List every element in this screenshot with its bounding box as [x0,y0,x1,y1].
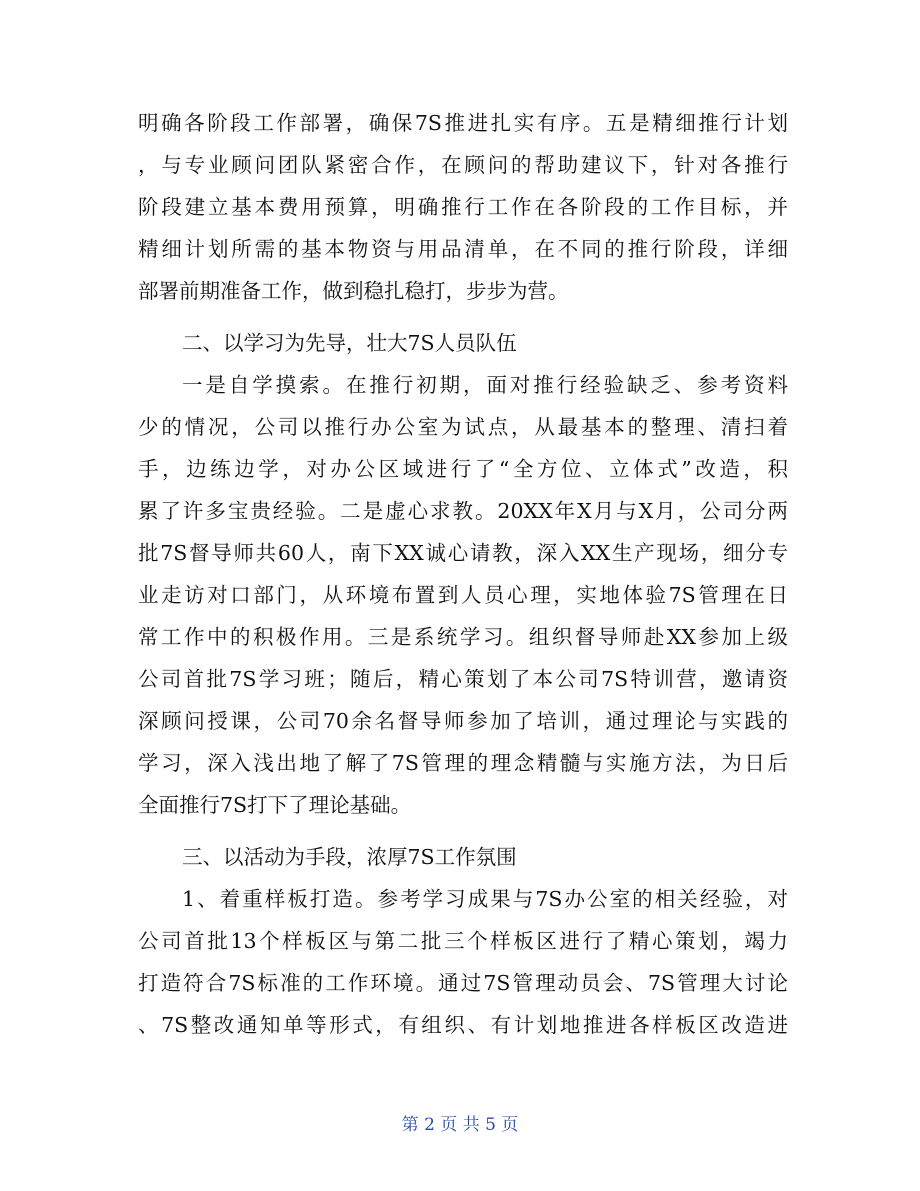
text-line: 手，边练边学，对办公区域进行了“全方位、立体式”改造，积 [138,457,788,481]
text-line: 累了许多宝贵经验。二是虚心求教。20XX年X月与X月，公司分两 [138,499,788,523]
text-line: 业走访对口部门，从环境布置到人员心理，实地体验7S管理在日 [138,583,788,607]
text-line: 全面推行7S打下了理论基础。 [138,793,412,817]
text-line: 明确各阶段工作部署，确保7S推进扎实有序。五是精细推行计划 [138,111,788,135]
paragraph-first-line: 一是自学摸索。在推行初期，面对推行经验缺乏、参考资料 [182,373,788,397]
section-heading-2: 二、以学习为先导，壮大7S人员队伍 [182,331,517,355]
text-line: 公司首批13个样板区与第二批三个样板区进行了精心策划，竭力 [138,929,788,953]
text-line: 公司首批7S学习班；随后，精心策划了本公司7S特训营，邀请资 [138,667,788,691]
text-line: 常工作中的积极作用。三是系统学习。组织督导师赴XX参加上级 [138,625,788,649]
page-footer-number: 第 2 页 共 5 页 [401,1115,519,1135]
text-line: 批7S督导师共60人，南下XX诚心请教，深入XX生产现场，细分专 [138,541,788,565]
text-line: 少的情况，公司以推行办公室为试点，从最基本的整理、清扫着 [138,415,788,439]
text-line: 深顾问授课，公司70余名督导师参加了培训，通过理论与实践的 [138,709,788,733]
section-heading-3: 三、以活动为手段，浓厚7S工作氛围 [182,845,517,869]
text-line: 阶段建立基本费用预算，明确推行工作在各阶段的工作目标，并 [138,195,788,219]
text-line: 学习，深入浅出地了解了7S管理的理念精髓与实施方法，为日后 [138,751,788,775]
text-line: 打造符合7S标准的工作环境。通过7S管理动员会、7S管理大讨论 [138,971,788,995]
text-line: 、7S整改通知单等形式，有组织、有计划地推进各样板区改造进 [138,1013,788,1037]
paragraph-first-line: 1、着重样板打造。参考学习成果与7S办公室的相关经验，对 [182,887,788,911]
text-line: 精细计划所需的基本物资与用品清单，在不同的推行阶段，详细 [138,237,788,261]
text-line: ，与专业顾问团队紧密合作，在顾问的帮助建议下，针对各推行 [138,153,788,177]
text-line: 部署前期准备工作，做到稳扎稳打，步步为营。 [138,279,569,303]
